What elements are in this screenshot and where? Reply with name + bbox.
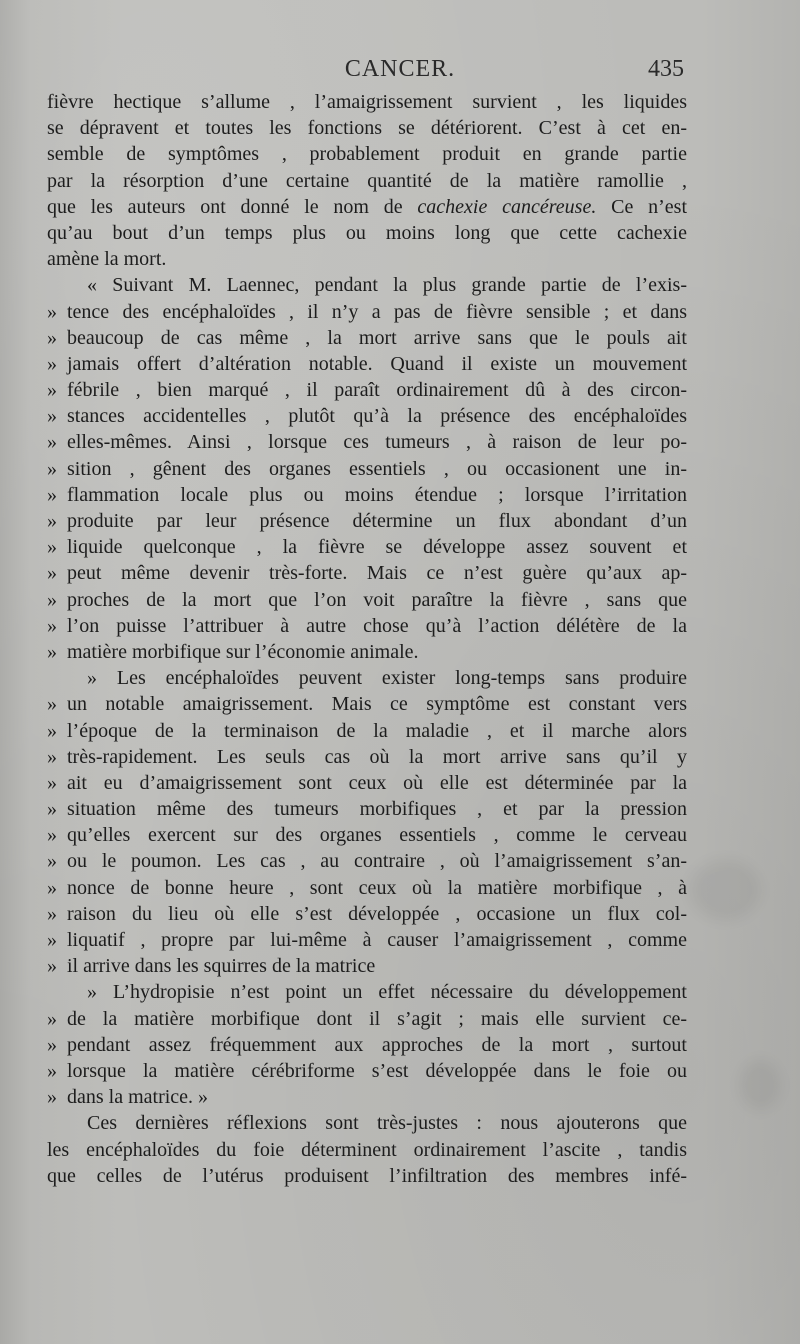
- quote-mark: »: [47, 955, 57, 978]
- quote-mark: »: [47, 1033, 57, 1056]
- page-header: [0, 56, 800, 90]
- quoted-line: [49, 1084, 687, 1110]
- quote-mark: »: [47, 824, 57, 847]
- quoted-text: dans la matrice. »: [67, 1086, 209, 1109]
- text-line: par la résorption d’une certaine quantité de la matière ramollie ,: [47, 169, 687, 192]
- quote-mark: »: [47, 745, 57, 768]
- quote-mark: »: [47, 536, 57, 559]
- quoted-line: [49, 1032, 687, 1058]
- quoted-text: raison du lieu où elle s’est développée , occasione un flux col-: [67, 902, 687, 925]
- quoted-line: [49, 822, 687, 848]
- quoted-text: peut même devenir très-forte. Mais ce n’est guère qu’aux ap-: [67, 562, 687, 585]
- page-number: 435: [648, 56, 684, 82]
- quoted-text: elles-mêmes. Ainsi , lorsque ces tumeurs , à raison de leur po-: [67, 431, 687, 454]
- paragraph-start: Ces dernières réflexions sont très-justes : nous ajouterons que: [87, 1112, 687, 1135]
- quote-paragraph-start: » Les encéphaloïdes peuvent exister long-temps sans produire: [87, 667, 687, 690]
- quoted-line: [49, 875, 687, 901]
- quote-mark: »: [47, 614, 57, 637]
- italic-term: cachexie cancéreuse.: [417, 195, 597, 218]
- quote-mark: »: [47, 1007, 57, 1030]
- quoted-text: fébrile , bien marqué , il paraît ordinairement dû à des circon-: [67, 379, 687, 402]
- quoted-line: [49, 351, 687, 377]
- quote-mark: »: [47, 483, 57, 506]
- quoted-text: il arrive dans les squirres de la matrice: [67, 955, 376, 978]
- body-text: [47, 89, 687, 1189]
- quoted-text: tence des encéphaloïdes , il n’y a pas de fièvre sensible ; et dans: [67, 300, 687, 323]
- quote-paragraph-start: « Suivant M. Laennec, pendant la plus grande partie de l’exis-: [87, 274, 687, 297]
- quoted-text: jamais offert d’altération notable. Quand il existe un mouvement: [67, 352, 687, 375]
- quoted-text: de la matière morbifique dont il s’agit ; mais elle survient ce-: [67, 1007, 687, 1030]
- quote-mark: »: [47, 326, 57, 349]
- quoted-line: [49, 770, 687, 796]
- quoted-text: flammation locale plus ou moins étendue ; lorsque l’irritation: [67, 483, 687, 506]
- quoted-text: ait eu d’amaigrissement sont ceux où elle est déterminée par la: [67, 771, 687, 794]
- quoted-line: [49, 613, 687, 639]
- quoted-line: [49, 744, 687, 770]
- quoted-text: produite par leur présence détermine un flux abondant d’un: [67, 510, 687, 532]
- quote-mark: »: [47, 902, 57, 925]
- quoted-line: [49, 848, 687, 874]
- quoted-text: très-rapidement. Les seuls cas où la mort arrive sans qu’il y: [67, 745, 687, 768]
- quote-mark: »: [47, 1059, 57, 1082]
- quote-mark: »: [47, 850, 57, 873]
- quote-mark: »: [47, 379, 57, 402]
- quote-mark: »: [47, 457, 57, 480]
- quoted-text: nonce de bonne heure , sont ceux où la matière morbifique , à: [67, 876, 687, 899]
- text-segment: que les auteurs ont donné le nom de: [47, 195, 418, 218]
- quote-mark: »: [47, 798, 57, 821]
- quoted-line: [49, 639, 687, 665]
- quoted-line: [49, 718, 687, 744]
- quoted-text: matière morbifique sur l’économie animale.: [67, 640, 419, 663]
- quote-mark: »: [47, 929, 57, 951]
- quoted-text: situation même des tumeurs morbifiques , et par la pression: [67, 798, 687, 821]
- quoted-text: l’époque de la terminaison de la maladie , et il marche alors: [67, 719, 687, 742]
- quoted-text: pendant assez fréquemment aux approches de la mort , surtout: [67, 1033, 687, 1056]
- quoted-line: [49, 901, 687, 927]
- quoted-line: [49, 1006, 687, 1032]
- quoted-text: ou le poumon. Les cas , au contraire , où l’amaigrissement s’an-: [67, 850, 687, 873]
- quoted-line: [49, 796, 687, 822]
- quote-mark: »: [47, 588, 57, 611]
- quote-mark: »: [47, 405, 57, 428]
- paper-stain: [690, 860, 760, 920]
- quoted-line: [49, 325, 687, 351]
- quoted-text: stances accidentelles , plutôt qu’à la présence des encéphaloïdes: [67, 405, 687, 428]
- quoted-text: qu’elles exercent sur des organes essentiels , comme le cerveau: [67, 824, 687, 847]
- quoted-line: [49, 691, 687, 717]
- quote-mark: »: [47, 693, 57, 716]
- quoted-text: proches de la mort que l’on voit paraître la fièvre , sans que: [67, 588, 687, 611]
- quote-mark: »: [47, 300, 57, 323]
- text-line: les encéphaloïdes du foie déterminent ordinairement l’ascite , tandis: [47, 1138, 687, 1161]
- quote-mark: »: [47, 562, 57, 585]
- quoted-line: [49, 560, 687, 586]
- quoted-text: beaucoup de cas même , la mort arrive sans que le pouls ait: [67, 326, 687, 349]
- quoted-line: [49, 587, 687, 613]
- quoted-line: [49, 927, 687, 953]
- quote-mark: »: [47, 1086, 57, 1109]
- quoted-text: sition , gênent des organes essentiels , ou occasionent une in-: [67, 457, 687, 480]
- text-line: amène la mort.: [47, 248, 167, 271]
- text-line: se dépravent et toutes les fonctions se détériorent. C’est à cet en-: [47, 117, 687, 140]
- quote-mark: »: [47, 719, 57, 742]
- quoted-text: l’on puisse l’attribuer à autre chose qu’à l’action délétère de la: [67, 614, 687, 637]
- quoted-text: un notable amaigrissement. Mais ce symptôme est constant vers: [67, 693, 687, 716]
- quote-mark: »: [47, 431, 57, 454]
- quote-mark: »: [47, 876, 57, 899]
- quote-mark: »: [47, 640, 57, 663]
- quoted-line: [49, 429, 687, 455]
- text-line: fièvre hectique s’allume , l’amaigrissement survient , les liquides: [47, 91, 687, 113]
- paper-stain: [740, 1060, 780, 1110]
- quote-mark: »: [47, 771, 57, 794]
- text-segment: Ce n’est: [596, 195, 687, 218]
- quoted-line: [49, 377, 687, 403]
- text-line: semble de symptômes , probablement produit en grande partie: [47, 143, 687, 166]
- text-line: [47, 194, 687, 220]
- quoted-line: [49, 403, 687, 429]
- running-title: CANCER.: [344, 56, 456, 82]
- text-line: que celles de l’utérus produisent l’infiltration des membres infé-: [47, 1164, 687, 1187]
- quote-mark: »: [47, 352, 57, 375]
- quoted-line: [49, 482, 687, 508]
- quote-mark: »: [47, 510, 57, 532]
- quoted-line: [49, 456, 687, 482]
- quoted-text: lorsque la matière cérébriforme s’est développée dans le foie ou: [67, 1059, 687, 1082]
- quote-paragraph-start: » L’hydropisie n’est point un effet nécessaire du développement: [87, 981, 687, 1004]
- quoted-line: [49, 508, 687, 534]
- quoted-text: liquatif , propre par lui-même à causer l’amaigrissement , comme: [67, 929, 687, 951]
- quoted-line: [49, 534, 687, 560]
- text-line: qu’au bout d’un temps plus ou moins long que cette cachexie: [47, 221, 687, 244]
- quoted-line: [49, 299, 687, 325]
- quoted-line: [49, 1058, 687, 1084]
- quoted-line: [49, 953, 687, 979]
- quoted-text: liquide quelconque , la fièvre se développe assez souvent et: [67, 536, 687, 559]
